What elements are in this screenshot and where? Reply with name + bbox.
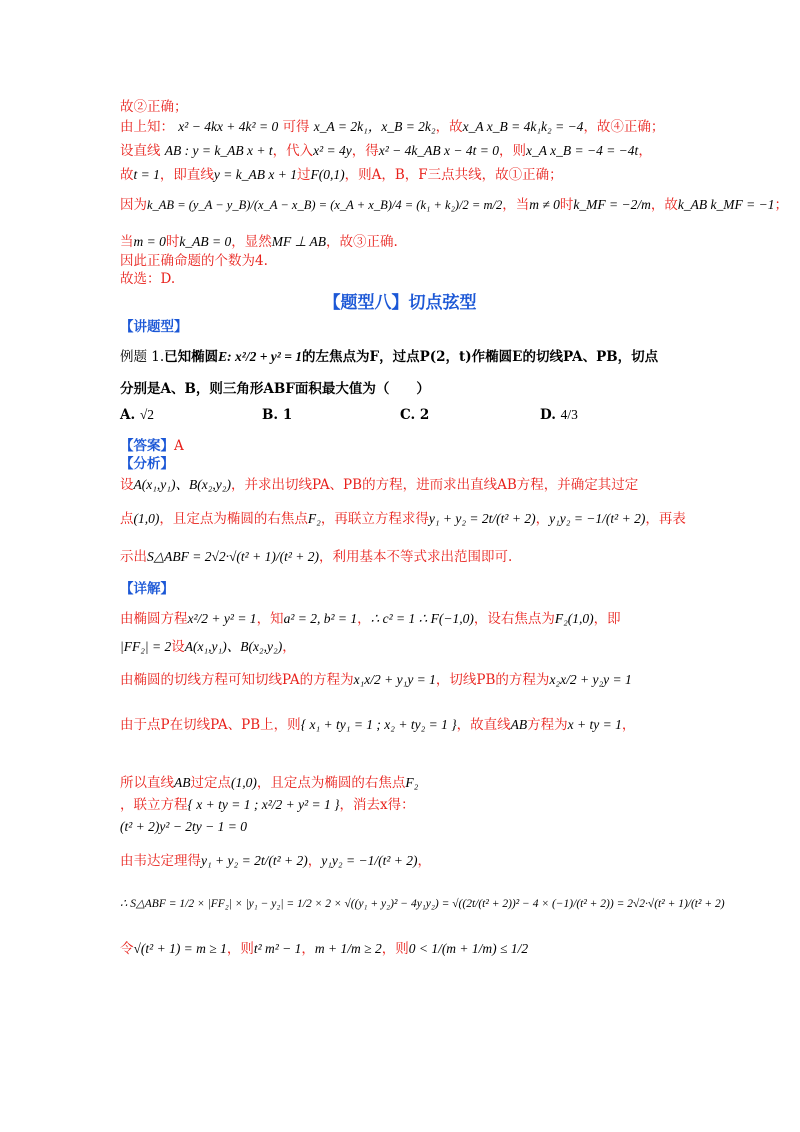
tag: 【讲题型】 <box>120 319 188 335</box>
formula: y₁y₂ = −1/(t² + 2) <box>549 511 646 526</box>
text-line <box>120 510 686 528</box>
text: 当 <box>120 234 134 250</box>
option-b <box>262 407 292 423</box>
text: 由上知： <box>120 119 174 135</box>
formula: MF ⊥ AB <box>271 234 326 249</box>
text: ， <box>301 941 315 957</box>
formula: x²/2 + y² = 1 <box>187 611 257 626</box>
option-d <box>540 407 578 423</box>
text: ，即直线 <box>159 167 214 183</box>
formula: x₁x/2 + y₁y = 1 <box>353 672 436 687</box>
formula: { x + ty = 1 ; x²/2 + y² = 1 } <box>187 797 340 812</box>
text: 过定点 <box>190 775 231 791</box>
formula: x + ty = 1 <box>567 717 622 732</box>
option-value: 4/3 <box>560 407 578 422</box>
text: 由椭圆的切线方程可知切线PA的方程为 <box>120 672 354 688</box>
formula: m = 0 <box>133 234 166 249</box>
text: 过 <box>296 167 311 183</box>
text: 可得 <box>282 119 310 135</box>
text: ； <box>774 197 788 213</box>
text-line <box>120 610 621 628</box>
formula: k_AB = 0 <box>179 234 232 249</box>
text: ，即 <box>593 611 621 627</box>
text: ， <box>638 143 652 159</box>
formula: |FF₂| = 2 <box>120 639 172 654</box>
text-line <box>120 233 398 251</box>
option-value: 2 <box>419 407 430 423</box>
text: ， <box>535 511 550 527</box>
text-line <box>120 118 664 136</box>
formula: E: x²/2 + y² = 1 <box>218 349 303 364</box>
formula: A(x₁,y₁)、B(x₂,y₂) <box>133 477 231 492</box>
text: 时 <box>559 197 574 213</box>
text-line <box>120 166 563 184</box>
text-line <box>120 852 431 870</box>
text: 设直线 <box>120 143 161 159</box>
formula: k_AB k_MF = −1 <box>677 197 775 212</box>
formula: S△ABF = 2√2·√(t² + 1)/(t² + 2) <box>147 549 319 564</box>
text: 设 <box>120 477 134 493</box>
text: 已知椭圆 <box>164 349 219 365</box>
text: ，则 <box>381 941 409 957</box>
analysis-tag <box>120 455 174 473</box>
detail-tag <box>120 580 174 598</box>
text: ，故 <box>650 197 678 213</box>
formula: y₁ + y₂ = 2t/(t² + 2) <box>428 511 536 526</box>
text: ，故 <box>435 119 463 135</box>
text: ，且定点为椭圆的右焦点 <box>256 775 406 791</box>
section-title: 【题型八】切点弦型 <box>323 293 477 313</box>
text: 由于点P在切线PA、PB上，则 <box>120 717 301 733</box>
text: ，再表 <box>645 511 686 527</box>
text: 所以直线 <box>120 775 174 791</box>
formula: AB <box>174 775 191 790</box>
text: 故 <box>120 167 134 183</box>
text: 设 <box>171 639 185 655</box>
text: ，切线PB的方程为 <box>435 672 550 688</box>
text: ， <box>417 853 431 869</box>
text-line <box>120 548 512 566</box>
text: 方程为 <box>527 717 568 733</box>
option-label: A. <box>120 407 136 423</box>
text: 示出 <box>120 549 147 565</box>
text: ， <box>282 639 296 655</box>
text: ， <box>621 717 636 733</box>
formula: x₂x/2 + y₂y = 1 <box>549 672 632 687</box>
formula: F(0,1) <box>310 167 345 182</box>
formula: x_A x_B = −4 = −4t <box>526 143 639 158</box>
text-line: 因此正确命题的个数为4. <box>120 253 268 269</box>
formula: x² = 4y <box>313 143 352 158</box>
text: ，消去x得： <box>339 797 415 813</box>
formula: ∴ S△ABF = 1/2 × |FF₂| × |y₁ − y₂| = 1/2 × 2 × √((y₁ + y₂)² − 4y₁y₂) = √((2t/(t² + 2))² − 4 × (−1)/(t² + 2)) = 2√2·√(t² + 1)/(t² + 2) <box>120 898 725 910</box>
question-line <box>120 348 658 366</box>
tag: 【分析】 <box>120 456 174 472</box>
text-line <box>120 716 635 734</box>
text-line <box>120 476 638 494</box>
text: 由韦达定理得 <box>120 853 201 869</box>
text-line <box>120 774 418 792</box>
formula: AB <box>510 717 528 732</box>
formula: y₁y₂ = −1/(t² + 2) <box>321 853 418 868</box>
formula: x_A = 2k₁，x_B = 2k₂ <box>313 119 436 134</box>
text: ，当 <box>502 197 530 213</box>
formula: k_MF = −2/m <box>573 197 651 212</box>
option-a <box>120 407 154 423</box>
text-line <box>120 638 296 656</box>
text: ，且定点为椭圆的右焦点 <box>159 511 308 527</box>
formula: x² − 4kx + 4k² = 0 <box>178 119 279 134</box>
formula: ∴ c² = 1 ∴ F(−1,0) <box>370 611 474 626</box>
text: ，利用基本不等式求出范围即可. <box>318 549 513 565</box>
formula: (1,0) <box>231 775 257 790</box>
text: ，并求出切线PA、PB的方程，进而求出直线AB方程，并确定其过定 <box>230 477 639 493</box>
formula: y₁ + y₂ = 2t/(t² + 2) <box>201 853 308 868</box>
text: ，知 <box>256 611 284 627</box>
tag: 【答案】 <box>120 438 174 454</box>
text: ， <box>307 853 322 869</box>
formula: F₂ <box>307 511 321 526</box>
text: 点 <box>120 511 134 527</box>
text: ，得 <box>351 143 379 159</box>
text: ，则A，B，F三点共线，故①正确； <box>344 167 563 183</box>
text-line <box>120 196 788 214</box>
option-label: D. <box>540 407 556 423</box>
text-line <box>120 818 247 836</box>
text: ，故③正确. <box>325 234 398 250</box>
formula: F₂ <box>405 775 419 790</box>
text-line: 故②正确； <box>120 99 188 115</box>
text-line: 故选：D. <box>120 271 176 287</box>
text-line <box>120 142 652 160</box>
text: 因为 <box>120 197 147 213</box>
text: ，则 <box>499 143 526 159</box>
formula: m + 1/m ≥ 2 <box>314 941 382 956</box>
formula: t² m² − 1 <box>253 941 302 956</box>
option-label: B. <box>262 407 279 423</box>
question-line: 分别是A、B，则三角形ABF面积最大值为（ ） <box>120 381 430 397</box>
formula: m ≠ 0 <box>529 197 560 212</box>
text: ，显然 <box>231 234 272 250</box>
text-line <box>120 894 725 913</box>
text: 由椭圆方程 <box>120 611 188 627</box>
formula: { x₁ + ty₁ = 1 ; x₂ + ty₂ = 1 } <box>300 717 457 732</box>
option-c <box>400 407 429 423</box>
text: ，则 <box>226 941 254 957</box>
text-line <box>120 671 632 689</box>
option-value: √2 <box>139 407 155 422</box>
text: 时 <box>165 234 180 250</box>
formula: k_AB = (y_A − y_B)/(x_A − x_B) = (x_A + x_B)/4 = (k₁ + k₂)/2 = m/2 <box>147 198 503 212</box>
option-value: 1 <box>282 407 293 423</box>
option-label: C. <box>400 407 416 423</box>
answer-line <box>120 437 184 455</box>
formula: x_A x_B = 4k₁k₂ = −4 <box>462 119 584 134</box>
formula: a² = 2, b² = 1 <box>283 611 358 626</box>
formula: F₂(1,0) <box>554 611 594 626</box>
text: ，代入 <box>272 143 314 159</box>
text: ，故④正确； <box>583 119 665 135</box>
text: ，联立方程 <box>120 797 188 813</box>
text-line <box>120 796 415 814</box>
formula: (t² + 2)y² − 2ty − 1 = 0 <box>120 819 248 834</box>
formula: (1,0) <box>133 511 160 526</box>
formula: 0 < 1/(m + 1/m) ≤ 1/2 <box>408 941 529 956</box>
example-label: 例题 1. <box>120 349 165 365</box>
formula: AB : y = k_AB x + t <box>164 143 273 158</box>
text: ，故直线 <box>456 717 511 733</box>
formula: x² − 4k_AB x − 4t = 0 <box>378 143 499 158</box>
text: ，再联立方程求得 <box>320 511 429 527</box>
lecture-tag <box>120 318 188 336</box>
text-line <box>120 940 528 958</box>
formula: A(x₁,y₁)、B(x₂,y₂) <box>184 639 283 654</box>
formula: √(t² + 1) = m ≥ 1 <box>133 941 227 956</box>
formula: t = 1 <box>133 167 160 182</box>
text: ， <box>357 611 371 627</box>
formula: y = k_AB x + 1 <box>213 167 297 182</box>
answer-value: A <box>174 438 184 454</box>
text: 的左焦点为F，过点P(2，t)作椭圆E的切线PA、PB，切点 <box>302 349 659 365</box>
text: ，设右焦点为 <box>473 611 555 627</box>
text: 令 <box>120 941 134 957</box>
tag: 【详解】 <box>120 581 174 597</box>
